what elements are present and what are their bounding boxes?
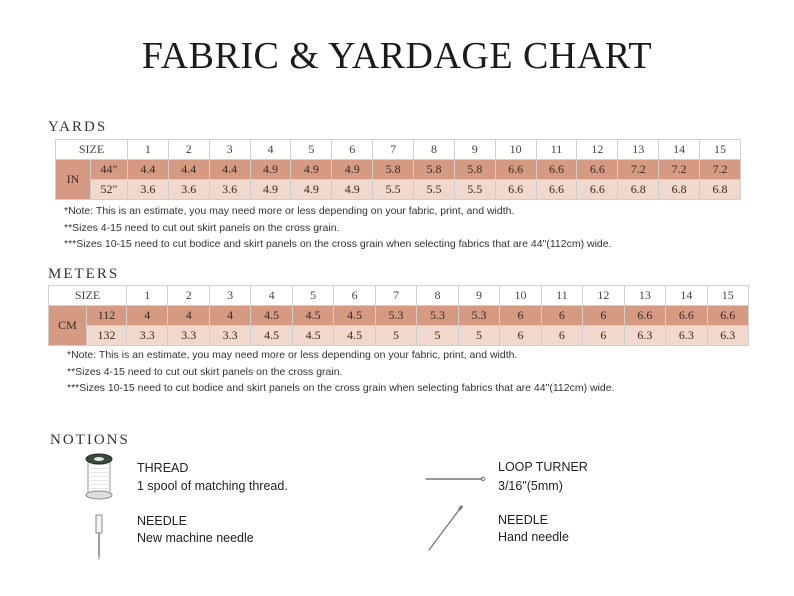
yards-size-5: 5 xyxy=(291,140,332,160)
meters-cell: 3.3 xyxy=(127,326,168,346)
yards-note-3: ***Sizes 10-15 need to cut bodice and skirt panels on the cross grain when selecting fabrics that are 44"(112cm) wide. xyxy=(64,238,612,250)
meters-cell: 4 xyxy=(209,306,250,326)
meters-cell: 5.3 xyxy=(375,306,416,326)
notion-machine-needle-desc: New machine needle xyxy=(137,531,254,545)
yards-cell: 4.9 xyxy=(250,180,291,200)
yards-cell: 5.5 xyxy=(414,180,455,200)
meters-note-1: *Note: This is an estimate, you may need more or less depending on your fabric, print, and width. xyxy=(67,349,518,361)
meters-unit-label: CM xyxy=(49,306,87,346)
notion-thread-desc: 1 spool of matching thread. xyxy=(137,479,288,493)
yards-cell: 7.2 xyxy=(659,160,700,180)
meters-cell: 3.3 xyxy=(209,326,250,346)
yards-notes xyxy=(64,203,612,253)
meters-row-112 xyxy=(49,306,749,326)
meters-size-6: 6 xyxy=(334,286,375,306)
yards-cell: 4.9 xyxy=(332,180,373,200)
yards-size-10: 10 xyxy=(495,140,536,160)
yards-size-3: 3 xyxy=(209,140,250,160)
yards-size-7: 7 xyxy=(373,140,414,160)
notion-hand-needle-title: NEEDLE xyxy=(498,513,549,527)
meters-cell: 4 xyxy=(168,306,209,326)
yards-cell: 3.6 xyxy=(168,180,209,200)
meters-cell: 6 xyxy=(500,326,541,346)
meters-header-row xyxy=(49,286,749,306)
yards-size-4: 4 xyxy=(250,140,291,160)
yards-unit-label: IN xyxy=(56,160,91,200)
yards-cell: 5.8 xyxy=(373,160,414,180)
notion-loop-turner-title: LOOP TURNER xyxy=(498,460,588,474)
yards-cell: 6.6 xyxy=(495,160,536,180)
yards-cell: 6.8 xyxy=(700,180,741,200)
yards-cell: 4.4 xyxy=(209,160,250,180)
meters-cell: 5.3 xyxy=(458,306,499,326)
yards-cell: 5.8 xyxy=(454,160,495,180)
meters-size-15: 15 xyxy=(707,286,748,306)
yards-section-label: YARDS xyxy=(48,119,108,135)
yards-size-13: 13 xyxy=(618,140,659,160)
meters-size-14: 14 xyxy=(666,286,707,306)
yards-header-row xyxy=(56,140,741,160)
meters-cell: 5.3 xyxy=(417,306,458,326)
meters-size-12: 12 xyxy=(583,286,624,306)
meters-notes xyxy=(67,347,615,397)
yards-cell: 4.9 xyxy=(332,160,373,180)
yards-cell: 3.6 xyxy=(209,180,250,200)
yards-cell: 6.6 xyxy=(495,180,536,200)
meters-cell: 6.3 xyxy=(624,326,665,346)
yards-cell: 5.5 xyxy=(454,180,495,200)
meters-note-3: ***Sizes 10-15 need to cut bodice and skirt panels on the cross grain when selecting fabrics that are 44"(112cm) wide. xyxy=(67,382,615,394)
yards-cell: 4.9 xyxy=(291,160,332,180)
meters-cell: 5 xyxy=(458,326,499,346)
yards-width-44: 44" xyxy=(91,160,128,180)
yards-size-header: SIZE xyxy=(56,140,128,160)
meters-cell: 4.5 xyxy=(251,326,292,346)
hand-needle-icon xyxy=(426,503,466,558)
yards-row-44 xyxy=(56,160,741,180)
yards-cell: 4.9 xyxy=(250,160,291,180)
yards-cell: 3.6 xyxy=(128,180,169,200)
notion-thread-title: THREAD xyxy=(137,461,189,475)
yards-cell: 6.6 xyxy=(536,160,577,180)
meters-note-2: **Sizes 4-15 need to cut out skirt panels on the cross grain. xyxy=(67,365,343,378)
meters-cell: 3.3 xyxy=(168,326,209,346)
yards-cell: 7.2 xyxy=(618,160,659,180)
yards-note-2: **Sizes 4-15 need to cut out skirt panels on the cross grain. xyxy=(64,221,340,234)
meters-row-132 xyxy=(49,326,749,346)
yards-size-8: 8 xyxy=(414,140,455,160)
yards-cell: 7.2 xyxy=(700,160,741,180)
meters-cell: 5 xyxy=(417,326,458,346)
yards-note-1: *Note: This is an estimate, you may need more or less depending on your fabric, print, and width. xyxy=(64,205,515,217)
yards-cell: 6.8 xyxy=(659,180,700,200)
meters-cell: 6.3 xyxy=(707,326,748,346)
meters-size-4: 4 xyxy=(251,286,292,306)
meters-cell: 6 xyxy=(541,326,582,346)
meters-size-header: SIZE xyxy=(49,286,127,306)
meters-size-13: 13 xyxy=(624,286,665,306)
yards-cell: 5.5 xyxy=(373,180,414,200)
meters-size-10: 10 xyxy=(500,286,541,306)
meters-cell: 6 xyxy=(500,306,541,326)
meters-size-3: 3 xyxy=(209,286,250,306)
yards-size-12: 12 xyxy=(577,140,618,160)
meters-cell: 6.6 xyxy=(624,306,665,326)
meters-cell: 4.5 xyxy=(334,326,375,346)
yards-size-2: 2 xyxy=(168,140,209,160)
meters-size-1: 1 xyxy=(127,286,168,306)
thread-spool-icon xyxy=(82,452,116,505)
yards-width-52: 52" xyxy=(91,180,128,200)
meters-cell: 4.5 xyxy=(334,306,375,326)
yards-cell: 6.6 xyxy=(536,180,577,200)
notion-machine-needle-title: NEEDLE xyxy=(137,514,188,528)
meters-width-132: 132 xyxy=(87,326,127,346)
yards-cell: 6.6 xyxy=(577,160,618,180)
meters-cell: 6.6 xyxy=(707,306,748,326)
meters-section-label: METERS xyxy=(48,266,120,282)
yards-size-6: 6 xyxy=(332,140,373,160)
notion-hand-needle-desc: Hand needle xyxy=(498,530,569,544)
loop-turner-icon xyxy=(424,471,486,489)
yards-size-11: 11 xyxy=(536,140,577,160)
yards-size-14: 14 xyxy=(659,140,700,160)
yards-cell: 6.6 xyxy=(577,180,618,200)
meters-size-9: 9 xyxy=(458,286,499,306)
yards-cell: 5.8 xyxy=(414,160,455,180)
yards-size-15: 15 xyxy=(700,140,741,160)
meters-size-2: 2 xyxy=(168,286,209,306)
machine-needle-icon xyxy=(92,513,106,566)
notions-section-label: NOTIONS xyxy=(50,432,130,448)
meters-cell: 6.3 xyxy=(666,326,707,346)
yards-cell: 4.9 xyxy=(291,180,332,200)
meters-table xyxy=(48,285,749,346)
yards-cell: 6.8 xyxy=(618,180,659,200)
meters-cell: 4.5 xyxy=(292,306,333,326)
yards-size-9: 9 xyxy=(454,140,495,160)
meters-width-112: 112 xyxy=(87,306,127,326)
meters-cell: 4.5 xyxy=(292,326,333,346)
yards-row-52 xyxy=(56,180,741,200)
meters-cell: 6 xyxy=(583,306,624,326)
meters-size-7: 7 xyxy=(375,286,416,306)
notion-loop-turner-desc: 3/16"(5mm) xyxy=(498,479,563,493)
page-title: FABRIC & YARDAGE CHART xyxy=(141,35,653,77)
yards-table xyxy=(55,139,741,200)
meters-cell: 6.6 xyxy=(666,306,707,326)
meters-size-8: 8 xyxy=(417,286,458,306)
meters-cell: 4.5 xyxy=(251,306,292,326)
meters-size-5: 5 xyxy=(292,286,333,306)
yards-cell: 4.4 xyxy=(168,160,209,180)
meters-cell: 5 xyxy=(375,326,416,346)
yards-size-1: 1 xyxy=(128,140,169,160)
meters-cell: 4 xyxy=(127,306,168,326)
meters-cell: 6 xyxy=(541,306,582,326)
meters-cell: 6 xyxy=(583,326,624,346)
yards-cell: 4.4 xyxy=(128,160,169,180)
meters-size-11: 11 xyxy=(541,286,582,306)
